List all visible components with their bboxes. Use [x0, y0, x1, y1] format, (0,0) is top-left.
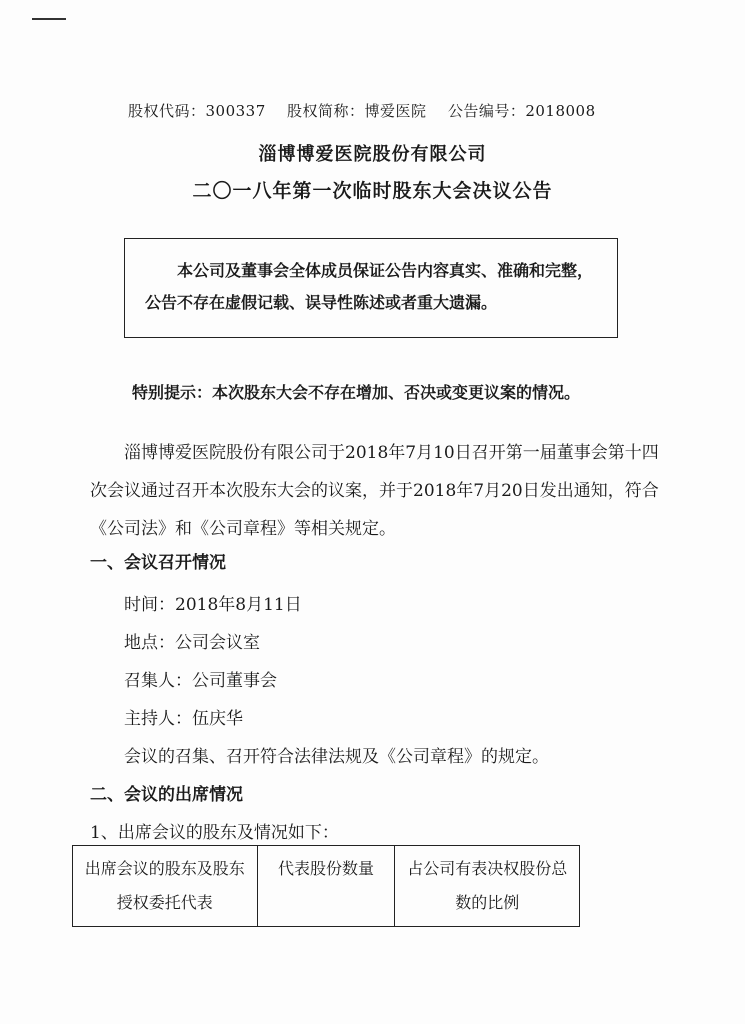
- section-1-heading: 一、会议召开情况: [90, 553, 226, 573]
- stock-code: 股权代码：300337: [128, 102, 266, 120]
- company-name: 淄博博爱医院股份有限公司: [258, 144, 487, 165]
- table-header-row: [73, 846, 580, 927]
- intro-paragraph: 淄博博爱医院股份有限公司于2018年7月10日召开第一届董事会第十四次会议通过召开本次股东大会的议案，并于2018年7月20日发出通知，符合《公司法》和《公司章程》等相关规定。: [90, 443, 659, 539]
- attendance-table: [72, 845, 580, 927]
- section-2-heading: 二、会议的出席情况: [90, 785, 243, 805]
- scan-mark: [32, 18, 66, 20]
- announcement-number: 公告编号：2018008: [447, 102, 596, 120]
- document-title: 二〇一八年第一次临时股东大会决议公告: [192, 180, 553, 202]
- table-header-cell: 出席会议的股东及股东授权委托代表: [73, 846, 258, 927]
- meeting-convener: 召集人：公司董事会: [124, 671, 277, 691]
- meeting-host: 主持人：伍庆华: [124, 709, 243, 729]
- disclaimer-box: [124, 238, 618, 338]
- table-header-cell: 占公司有表决权股份总数的比例: [395, 846, 580, 927]
- disclaimer-text: 本公司及董事会全体成员保证公告内容真实、准确和完整，公告不存在虚假记载、误导性陈述或者重大遗漏。: [145, 261, 594, 312]
- meeting-time: 时间：2018年8月11日: [124, 595, 302, 615]
- stock-abbreviation: 股权简称：博爱医院: [287, 102, 427, 120]
- meeting-compliance: 会议的召集、召开符合法律法规及《公司章程》的规定。: [124, 747, 549, 767]
- announcement-header: [128, 100, 612, 121]
- special-note: 特别提示：本次股东大会不存在增加、否决或变更议案的情况。: [132, 383, 581, 402]
- table-header-cell: 代表股份数量: [257, 846, 395, 927]
- meeting-location: 地点：公司会议室: [124, 633, 260, 653]
- attendance-subheading: 1、出席会议的股东及情况如下：: [90, 823, 339, 843]
